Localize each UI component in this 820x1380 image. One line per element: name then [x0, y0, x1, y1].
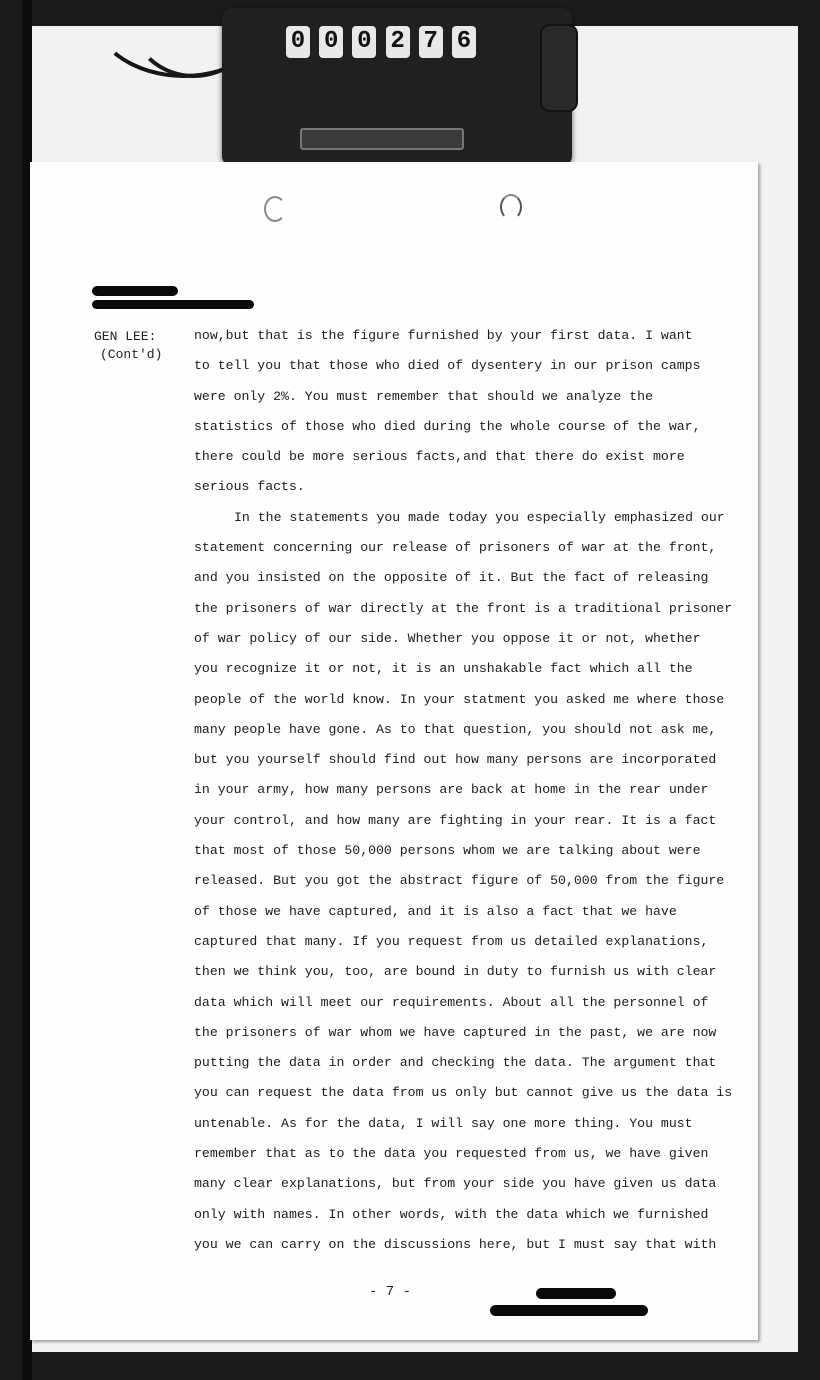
page-number: - 7 -	[368, 1284, 411, 1300]
text-line: of those we have captured, and it is also a fact that we have	[194, 903, 677, 919]
text-line: the prisoners of war whom we have captured in the past, we are now	[194, 1024, 717, 1040]
text-line: you can request the data from us only but cannot give us the data is	[194, 1085, 733, 1101]
text-line: released. But you got the abstract figure of 50,000 from the figure	[194, 873, 725, 889]
text-line: you recognize it or not, it is an unshakable fact which all the	[194, 661, 693, 677]
text-line: that most of those 50,000 persons whom we are talking about were	[194, 843, 701, 859]
speaker-name: GEN LEE:	[94, 329, 157, 344]
counter-digit: 0	[286, 26, 310, 58]
speaker-label	[94, 328, 194, 364]
text-line: statistics of those who died during the whole course of the war,	[194, 418, 701, 434]
text-line: to tell you that those who died of dysentery in our prison camps	[194, 358, 701, 374]
redaction-bar	[92, 286, 178, 296]
text-line: you we can carry on the discussions here, but I must say that with	[194, 1236, 717, 1252]
counter-digit: 2	[386, 26, 410, 58]
text-line: captured that many. If you request from us detailed explanations,	[194, 933, 709, 949]
text-line: remember that as to the data you requested from us, we have given	[194, 1146, 709, 1162]
text-line: your control, and how many are fighting in your rear. It is a fact	[194, 812, 717, 828]
counter-digit: 7	[419, 26, 443, 58]
text-line: statement concerning our release of prisoners of war at the front,	[194, 540, 717, 556]
text-line: many people have gone. As to that question, you should not ask me,	[194, 721, 717, 737]
text-line: putting the data in order and checking the data. The argument that	[194, 1055, 717, 1071]
document-page	[30, 162, 758, 1340]
counter-digit: 0	[352, 26, 376, 58]
counter-knob	[540, 24, 578, 112]
text-line: untenable. As for the data, I will say one more thing. You must	[194, 1115, 693, 1131]
speaker-continued: (Cont'd)	[100, 347, 163, 362]
text-line: data which will meet our requirements. About all the personnel of	[194, 994, 709, 1010]
paragraph-start-line: In the statements you made today you especially emphasized our	[234, 509, 725, 525]
text-line: only with names. In other words, with the data which we furnished	[194, 1206, 709, 1222]
text-line: there could be more serious facts,and that there do exist more	[194, 449, 685, 465]
punch-hole	[500, 194, 522, 220]
text-line: people of the world know. In your statment you asked me where those	[194, 691, 725, 707]
redaction-bar	[92, 300, 254, 309]
text-line: serious facts.	[194, 479, 305, 495]
text-line: but you yourself should find out how many persons are incorporated	[194, 752, 717, 768]
text-line: the prisoners of war directly at the front is a traditional prisoner	[194, 600, 733, 616]
text-line: and you insisted on the opposite of it. But the fact of releasing	[194, 570, 709, 586]
text-line: were only 2%. You must remember that should we analyze the	[194, 388, 653, 404]
punch-hole	[264, 196, 286, 222]
text-line: then we think you, too, are bound in duty to furnish us with clear	[194, 964, 717, 980]
text-line: of war policy of our side. Whether you oppose it or not, whether	[194, 630, 701, 646]
counter-slot	[300, 128, 464, 150]
frame-counter	[286, 26, 476, 60]
transcript-body	[194, 326, 734, 1265]
text-line: now,but that is the figure furnished by your first data. I want	[194, 328, 693, 343]
text-line: in your army, how many persons are back at home in the rear under	[194, 782, 709, 798]
redaction-bar	[490, 1305, 648, 1316]
counter-digit: 0	[319, 26, 343, 58]
redaction-bar	[536, 1288, 616, 1299]
counter-digit: 6	[452, 26, 476, 58]
text-line: many clear explanations, but from your side you have given us data	[194, 1176, 717, 1192]
